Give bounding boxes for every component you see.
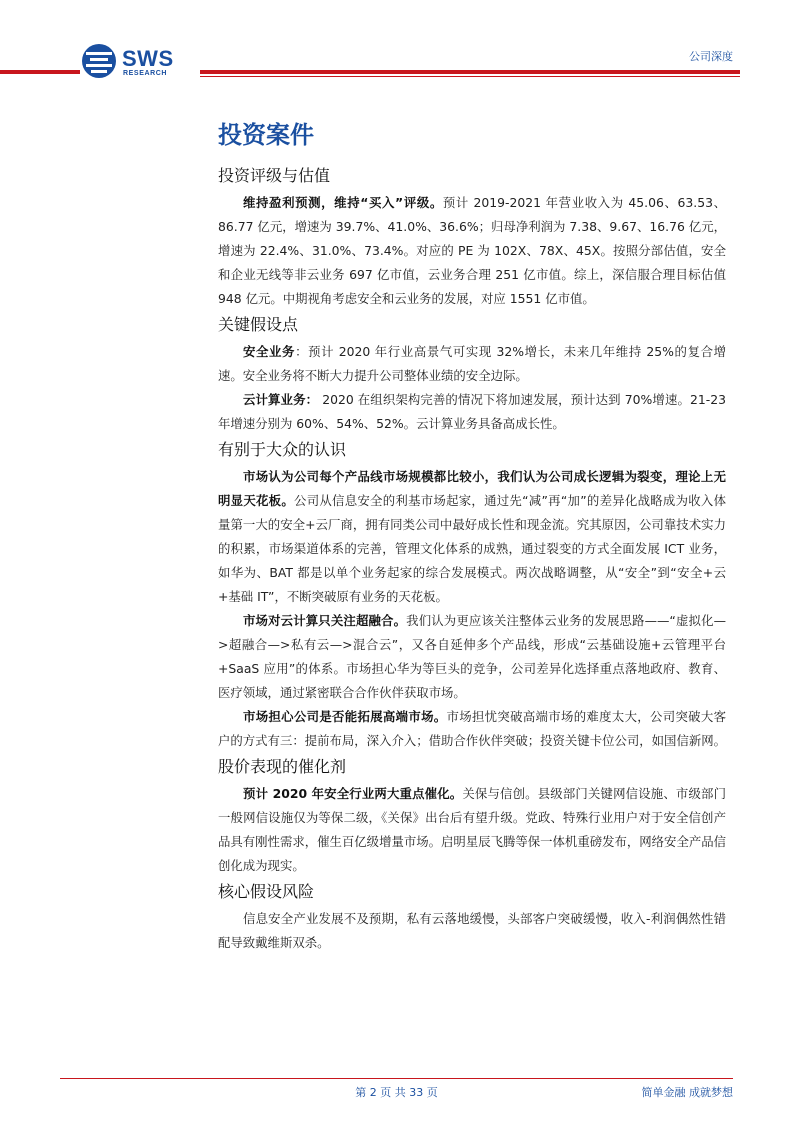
header-rule-left [0,70,80,74]
paragraph-body: 信息安全产业发展不及预期，私有云落地缓慢，头部客户突破缓慢，收入-利润偶然性错配导致戴维斯双杀。 [218,911,726,950]
section-heading: 投资评级与估值 [218,166,331,185]
main-content [218,118,726,955]
logo-subtext: RESEARCH [123,70,168,77]
section-heading: 关键假设点 [218,315,299,334]
paragraph [218,705,726,753]
paragraph-lead: 安全业务 [243,344,296,359]
paragraph [218,782,726,878]
paragraph-body: 市场担忧突破高端市场的难度太大，公司突破大客户的方式有三：提前布局，深入介入；借助合作伙伴突破；投资关键卡位公司，如国信新网。 [218,709,727,748]
paragraph-lead: 维持盈利预测，维持“买入”评级。 [243,195,443,210]
page-mid: 页 共 [380,1086,406,1099]
page-title: 投资案件 [218,121,314,149]
paragraph [218,388,726,436]
footer-slogan: 简单金融 成就梦想 [641,1086,733,1099]
paragraph [218,191,726,311]
paragraph-lead: 市场对云计算只关注超融合。 [243,613,407,628]
paragraph-body: 2020 在组织架构完善的情况下将加速发展，预计达到 70%增速。21-23 年增速分别为 60%、54%、52%。云计算业务具备高成长性。 [218,392,726,431]
paragraph-body: 关保与信创。县级部门关键网信设施、市级部门一般网信设施仅为等保二级，《关保》出台后有望升级。党政、特殊行业用户对于安全信创产品具有刚性需求，催生百亿级增量市场。启明星辰飞腾等保一体机重磅发布，网络安全产品信创化成为现实。 [218,786,727,873]
paragraph [218,465,726,609]
section [218,313,726,436]
report-type-label: 公司深度 [689,50,733,63]
footer-rule [60,1078,733,1079]
paragraph [218,907,726,955]
page-footer [0,1078,793,1122]
section [218,880,726,955]
paragraph-body: 预计 2019-2021 年营业收入为 45.06、63.53、86.77 亿元，增速为 39.7%、41.0%、36.6%；归母净利润为 7.38、9.67、16.76 亿元，增速为 22.4%、31.0%、73.4%。对应的 PE 为 102X、78X、45X。按照分部估值，安全和企业无线等非云业务 697 亿市值，云业务合理 251 亿市值。综上，深信服合理目标估值 948 亿元。中期视角考虑安全和云业务的发展，对应 1551 亿市值。 [218,195,726,306]
paragraph-body: 我们认为更应该关注整体云业务的发展思路——“虚拟化—>超融合—>私有云—>混合云”，又各自延伸多个产品线，形成“云基础设施+云管理平台+SaaS 应用”的体系。市场担心华为等巨头的竞争，公司差异化选择重点落地政府、教育、医疗领域，通过紧密联合合作伙伴获取市场。 [218,613,727,700]
section [218,755,726,878]
header-rule-thin [200,76,740,77]
header-rule-right [200,70,740,74]
logo-emblem-icon [82,44,116,78]
paragraph-body: ：预计 2020 年行业高景气可实现 32%增长，未来几年维持 25%的复合增速。安全业务将不断大力提升公司整体业绩的安全边际。 [218,344,727,383]
paragraph-lead: 云计算业务： [243,392,319,407]
paragraph [218,609,726,705]
paragraph [218,340,726,388]
paragraph-lead: 市场担心公司是否能拓展高端市场。 [243,709,447,724]
section-heading: 核心假设风险 [218,882,315,901]
page-suffix: 页 [426,1086,438,1099]
page-current: 2 [369,1086,377,1099]
paragraph-body: 公司从信息安全的利基市场起家，通过先“减”再“加”的差异化战略成为收入体量第一大的安全+云厂商，拥有同类公司中最好成长性和现金流。究其原因，公司靠技术实力的积累，市场渠道体系的完善，管理文化体系的成熟，通过裂变的方式全面发展 ICT 业务，如华为、BAT 都是以单个业务起家的综合发展模式。两次战略调整，从“安全”到“安全+云+基础 IT”，不断突破原有业务的天花板。 [218,493,726,604]
section [218,438,726,753]
section [218,164,726,311]
page-prefix: 第 [355,1086,367,1099]
section-heading: 有别于大众的认识 [218,440,347,459]
paragraph-lead: 市场认为公司每个产品线市场规模都比较小，我们认为公司成长逻辑为裂变，理论上无明显天花板。 [218,469,726,508]
page-total: 33 [409,1086,424,1099]
page-header [0,0,793,90]
paragraph-lead: 预计 2020 年安全行业两大重点催化。 [243,786,463,801]
section-heading: 股价表现的催化剂 [218,757,347,776]
logo-text: SWS [122,46,174,71]
sws-logo [82,44,192,82]
